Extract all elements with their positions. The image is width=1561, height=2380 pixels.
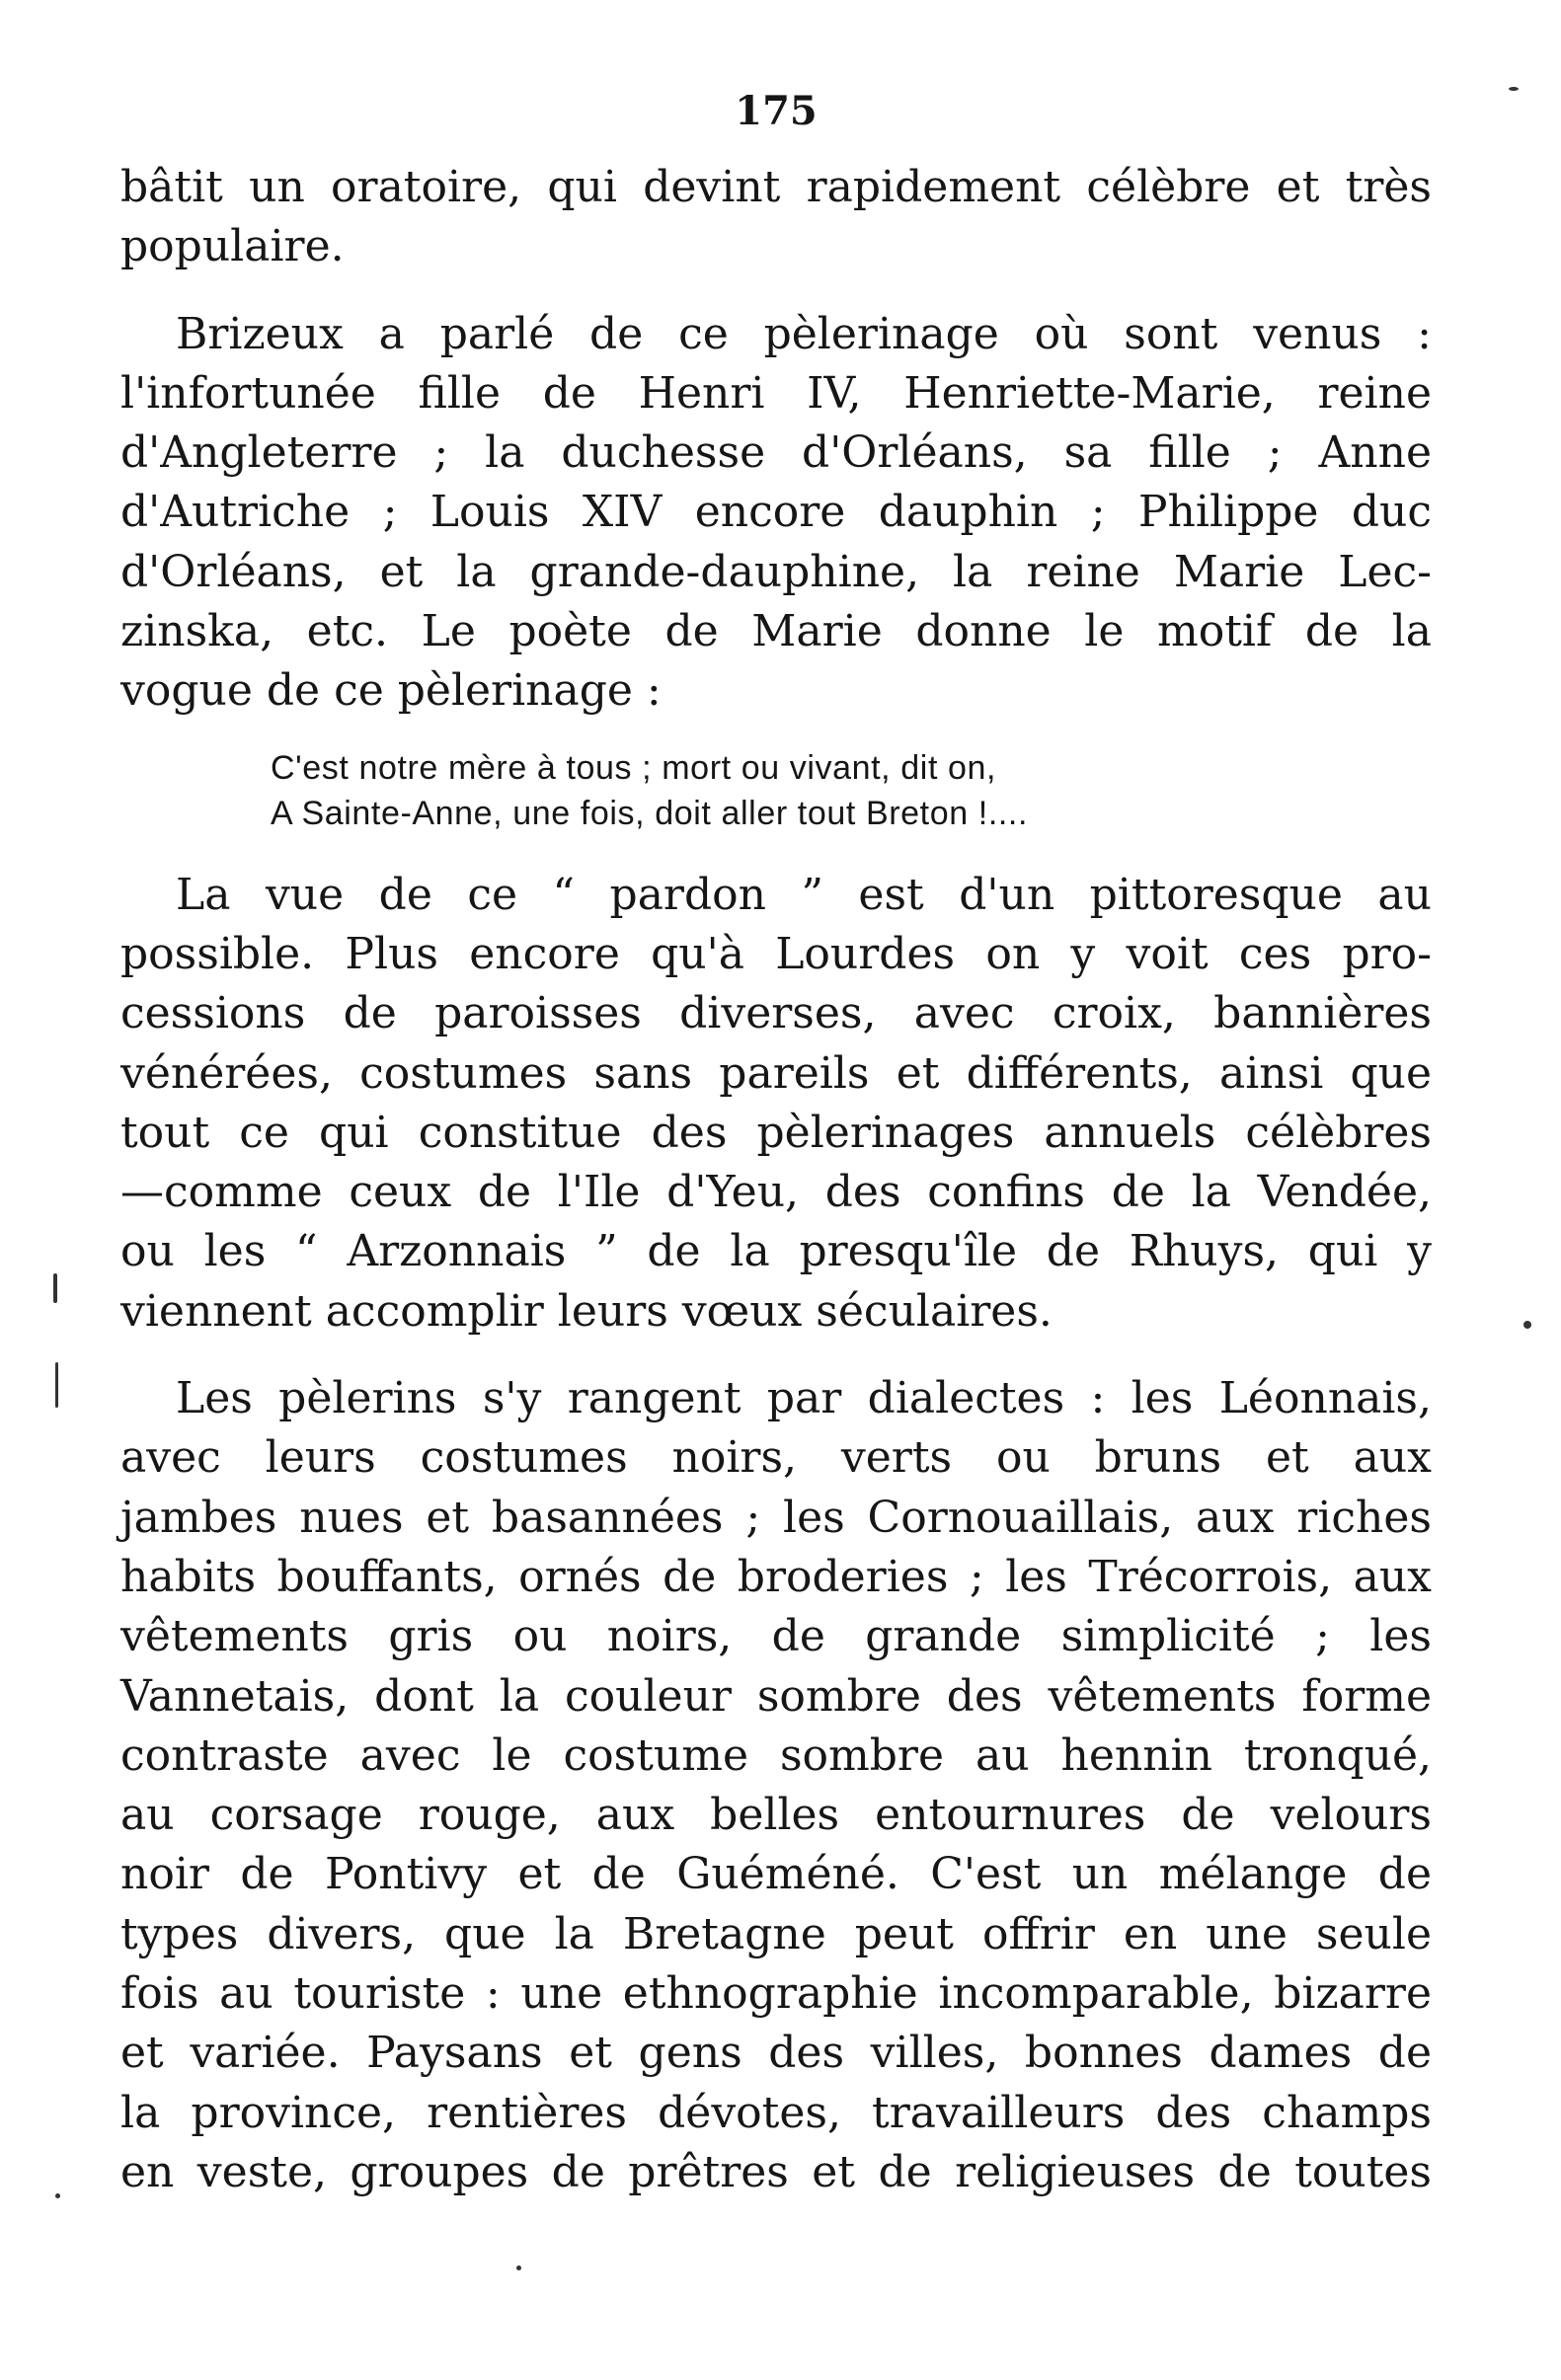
- text-line: —comme ceux de l'Ile d'Yeu, des confins de la Vendée,: [120, 1167, 1432, 1218]
- scan-speck: [516, 2265, 521, 2270]
- text-line: et variée. Paysans et gens des villes, bonnes dames de: [120, 2028, 1432, 2079]
- text-line: au corsage rouge, aux belles entournures de velours: [120, 1790, 1432, 1841]
- verse-line: A Sainte-Anne, une fois, doit aller tout Breton !....: [271, 794, 1029, 832]
- text-line: possible. Plus encore qu'à Lourdes on y voit ces pro-: [120, 928, 1432, 979]
- text-line: d'Orléans, et la grande-dauphine, la reine Marie Lec-: [120, 546, 1432, 597]
- verse-line: C'est notre mère à tous ; mort ou vivant, dit on,: [271, 748, 997, 787]
- text-line: l'infortunée fille de Henri IV, Henriette-Marie, reine: [120, 367, 1432, 419]
- verse-quotation: [120, 745, 1432, 836]
- scan-speck: [55, 2193, 60, 2198]
- text-line: d'Autriche ; Louis XIV encore dauphin ; Philippe duc: [120, 487, 1432, 538]
- text-line: vogue de ce pèlerinage :: [120, 665, 662, 717]
- text-line: noir de Pontivy et de Guéméné. C'est un mélange de: [120, 1849, 1432, 1900]
- text-line: tout ce qui constitue des pèlerinages annuels célèbres: [120, 1107, 1432, 1158]
- scan-speck: [1509, 87, 1519, 91]
- text-line: La vue de ce “ pardon ” est d'un pittoresque au: [176, 869, 1432, 920]
- text-line: Vannetais, dont la couleur sombre des vêtements forme: [120, 1670, 1432, 1722]
- text-line: types divers, que la Bretagne peut offrir en une seule: [120, 1908, 1432, 1959]
- text-line: contraste avec le costume sombre au hennin tronqué,: [120, 1729, 1432, 1781]
- text-line: Brizeux a parlé de ce pèlerinage où sont venus :: [176, 308, 1432, 359]
- paragraph-3: [120, 866, 1432, 1342]
- text-line: avec leurs costumes noirs, verts ou bruns et aux: [120, 1432, 1432, 1484]
- text-line: d'Angleterre ; la duchesse d'Orléans, sa fille ; Anne: [120, 427, 1432, 479]
- text-line: cessions de paroisses diverses, avec croix, bannières: [120, 988, 1432, 1039]
- text-line: zinska, etc. Le poète de Marie donne le motif de la: [120, 606, 1432, 657]
- scan-speck: [1523, 1321, 1531, 1329]
- page-number: 175: [735, 88, 818, 134]
- text-line: jambes nues et basannées ; les Cornouaillais, aux riches: [120, 1492, 1432, 1543]
- text-line: ou les “ Arzonnais ” de la presqu'île de Rhuys, qui y: [120, 1226, 1432, 1277]
- text-line: la province, rentières dévotes, travailleurs des champs: [120, 2087, 1432, 2138]
- text-line: bâtit un oratoire, qui devint rapidement célèbre et très: [120, 162, 1432, 212]
- paragraph-1: [120, 158, 1432, 277]
- text-line: viennent accomplir leurs vœux séculaires.: [120, 1285, 1053, 1337]
- paragraph-2: [120, 305, 1432, 722]
- text-line: en veste, groupes de prêtres et de religieuses de toutes: [120, 2146, 1432, 2197]
- text-line: vêtements gris ou noirs, de grande simplicité ; les: [120, 1611, 1432, 1662]
- text-line: populaire.: [120, 221, 345, 272]
- text-line: habits bouffants, ornés de broderies ; les Trécorrois, aux: [120, 1551, 1432, 1602]
- scan-speck: [55, 1362, 58, 1408]
- paragraph-4: [120, 1369, 1432, 2202]
- text-line: Les pèlerins s'y rangent par dialectes : les Léonnais,: [176, 1373, 1432, 1424]
- book-page: [120, 87, 1432, 2230]
- text-line: fois au touriste : une ethnographie incomparable, bizarre: [120, 1968, 1432, 2020]
- scan-speck: [53, 1273, 57, 1303]
- text-line: vénérées, costumes sans pareils et différents, ainsi que: [120, 1047, 1432, 1099]
